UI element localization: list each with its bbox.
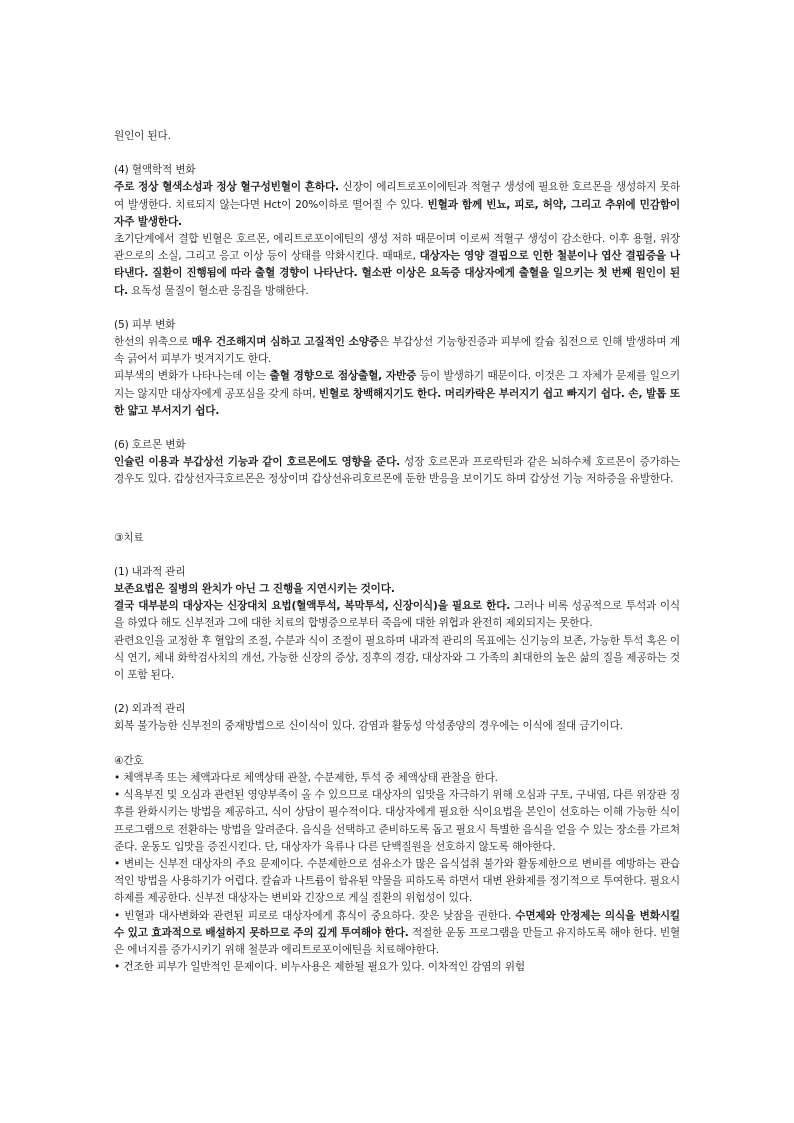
text: • 변비는 신부전 대상자의 주요 문제이다. 수분제한으로 섬유소가 많은 음식섭취 불가와 활동제한으로 변비를 예방하는 관습적인 방법을 사용하기가 어렵다. 칼슘과 나트륨이 함유된 약물을 피하도록 하면서 대변 완화제를 정기적으로 투여한다. 필요시 하제를 제공한다. 신부전 대상자는 변비와 긴장으로 게실 질환의 위험성이 있다. (114, 857, 680, 905)
bold-text: 수면제와 안정제는 의식을 변화시킬 수 있고 효과적으로 배설하지 못하므로 주의 깊게 투여해야 한다. (114, 909, 680, 939)
paragraph (114, 231, 680, 300)
chapter-heading (114, 530, 680, 547)
heading-text: (1) 내과적 관리 (114, 565, 186, 578)
paragraph (114, 454, 680, 488)
bullet-item (114, 959, 680, 976)
paragraph (114, 179, 680, 231)
text: 초기단계에서 결합 빈혈은 호르몬, 에리트로포이에틴의 생성 저하 때문이며 이로써 적혈구 생성이 감소한다. 이후 용혈, 위장관으로의 소실, 그리고 응고 이상 등이 상태를 악화시킨다. 때때로, (114, 233, 680, 263)
bold-text: 결국 대부분의 대상자는 신장대치 요법(혈액투석, 복막투석, 신장이식)을 필요로 한다. (114, 600, 511, 613)
bold-text: 출혈 경향으로 점상출혈, 자반증 (269, 370, 417, 383)
text: 은 부갑상선 기능항진증과 피부에 칼슘 침전으로 인해 발생하며 계속 긁어서 피부가 벗겨지기도 한다. (114, 336, 680, 366)
heading-text: (4) 혈액학적 변화 (114, 164, 196, 177)
bullet-item (114, 787, 680, 856)
bold-text: 인슐린 이용과 부갑상선 기능과 같이 호르몬에도 영향을 준다. (114, 456, 401, 469)
text: 적절한 운동 프로그램을 만들고 유지하도록 해야 한다. 빈혈은 에너지를 증가시키기 위해 철분과 에리트로포이에틴을 치료해야한다. (114, 926, 680, 956)
text: 원인이 된다. (114, 130, 171, 142)
bold-text: 대상자는 영양 결핍으로 인한 철분이나 엽산 결핍증을 나타낸다. 질환이 진행됨에 따라 출혈 경향이 나타난다. 혈소판 이상은 요독증 대상자에게 출혈을 일으키는 첫 번째 원인이 된다. (114, 250, 681, 297)
bullet-item (114, 770, 680, 787)
text: • 빈혈과 대사변화와 관련된 피로로 대상자에게 휴식이 중요하다. 잦은 낮잠을 권한다. (114, 909, 516, 922)
bold-text: 매우 건조해지며 심하고 고질적인 소양증 (191, 336, 379, 349)
text: 그러나 비록 성공적으로 투석과 이식을 하였다 해도 신부전과 그에 대한 치료의 합병증으로부터 죽음에 대한 위협과 완전히 제외되지는 못한다. (114, 600, 680, 630)
bold-text: 빈혈과 함께 빈뇨, 피로, 허약, 그리고 추위에 민감함이 자주 발생한다. (114, 198, 680, 228)
heading-text: (6) 호르몬 변화 (114, 439, 186, 452)
text: 성장 호르몬과 프로락틴과 같은 뇌하수체 호르몬이 증가하는 경우도 있다. 갑상선자극호르몬은 정상이며 갑상선유리호르몬에 둔한 반응을 보이기도 하며 갑상선 기능 저하증을 유발한다. (114, 456, 680, 486)
paragraph (114, 334, 680, 368)
bold-text: 주로 정상 혈색소성과 정상 혈구성빈혈이 흔하다. (114, 181, 339, 194)
section-heading (114, 162, 680, 179)
document-page (114, 128, 680, 976)
heading-text: ④간호 (114, 754, 144, 767)
paragraph (114, 368, 680, 420)
text: • 건조한 피부가 일반적인 문제이다. 비누사용은 제한될 필요가 있다. 이차적인 감염의 위험 (114, 961, 525, 974)
chapter-heading (114, 753, 680, 770)
section-heading (114, 437, 680, 454)
section-heading (114, 564, 680, 581)
paragraph (114, 128, 680, 145)
paragraph (114, 581, 680, 598)
text: 회복 불가능한 신부전의 중재방법으로 신이식이 있다. 감염과 활동성 악성종양의 경우에는 이식에 절대 금기이다. (114, 720, 623, 733)
bullet-item (114, 856, 680, 908)
text: • 체액부족 또는 체액과다로 체액상태 관찰, 수분제한, 투석 중 체액상태 관찰을 한다. (114, 771, 498, 784)
bold-text: 빈혈로 창백해지기도 한다. 머리카락은 부러지기 쉽고 빠지기 쉽다. 손, 발톱 또한 얇고 부서지기 쉽다. (114, 387, 680, 417)
heading-text: ③치료 (114, 531, 144, 544)
text: • 식욕부진 및 오심과 관련된 영양부족이 올 수 있으므로 대상자의 입맛을 자극하기 위해 오심과 구토, 구내염, 다른 위장관 징후를 완화시키는 방법을 제공하고, 식이 상담이 필수적이다. 대상자에게 필요한 식이요법을 본인이 선호하는 이해 가능한 식이 프로그램으로 전환하는 방법을 알려준다. 음식을 선택하고 준비하도록 돕고 필요시 특별한 음식을 얻을 수 있는 장소를 가르쳐 준다. 운동도 입맛을 증진시킨다. 단, 대상자가 육류나 다른 단백질원을 선호하지 않도록 해야한다. (114, 789, 680, 853)
paragraph (114, 598, 680, 632)
text: 피부색의 변화가 나타나는데 이는 (114, 370, 270, 383)
bold-text: 보존요법은 질병의 완치가 아닌 그 진행을 지연시키는 것이다. (114, 583, 395, 596)
text: 신장이 에리트로포이에틴과 적혈구 생성에 필요한 호르몬을 생성하지 못하여 발생한다. 치료되지 않는다면 Hct이 20%이하로 떨어질 수 있다. (114, 181, 680, 211)
text: 등이 발생하기 때문이다. 이것은 그 자체가 문제를 일으키지는 않지만 대상자에게 공포심을 갖게 하며, (114, 370, 680, 400)
heading-text: (2) 외과적 관리 (114, 703, 186, 716)
paragraph (114, 718, 680, 735)
text: 한선의 위축으로 (114, 336, 192, 349)
heading-text: (5) 피부 변화 (114, 318, 176, 331)
section-heading (114, 317, 680, 334)
bullet-item (114, 908, 680, 960)
text: 요독성 물질이 혈소판 응집을 방해한다. (127, 284, 309, 297)
section-heading (114, 701, 680, 718)
text: 관련요인을 교정한 후 혈압의 조절, 수분과 식이 조절이 필요하며 내과적 관리의 목표에는 신기능의 보존, 가능한 투석 혹은 이식 연기, 체내 화학검사치의 개선, 가능한 신장의 증상, 징후의 경감, 대상자와 그 가족의 최대한의 높은 삶의 질을 제공하는 것이 포함 된다. (114, 634, 680, 682)
paragraph (114, 633, 680, 685)
